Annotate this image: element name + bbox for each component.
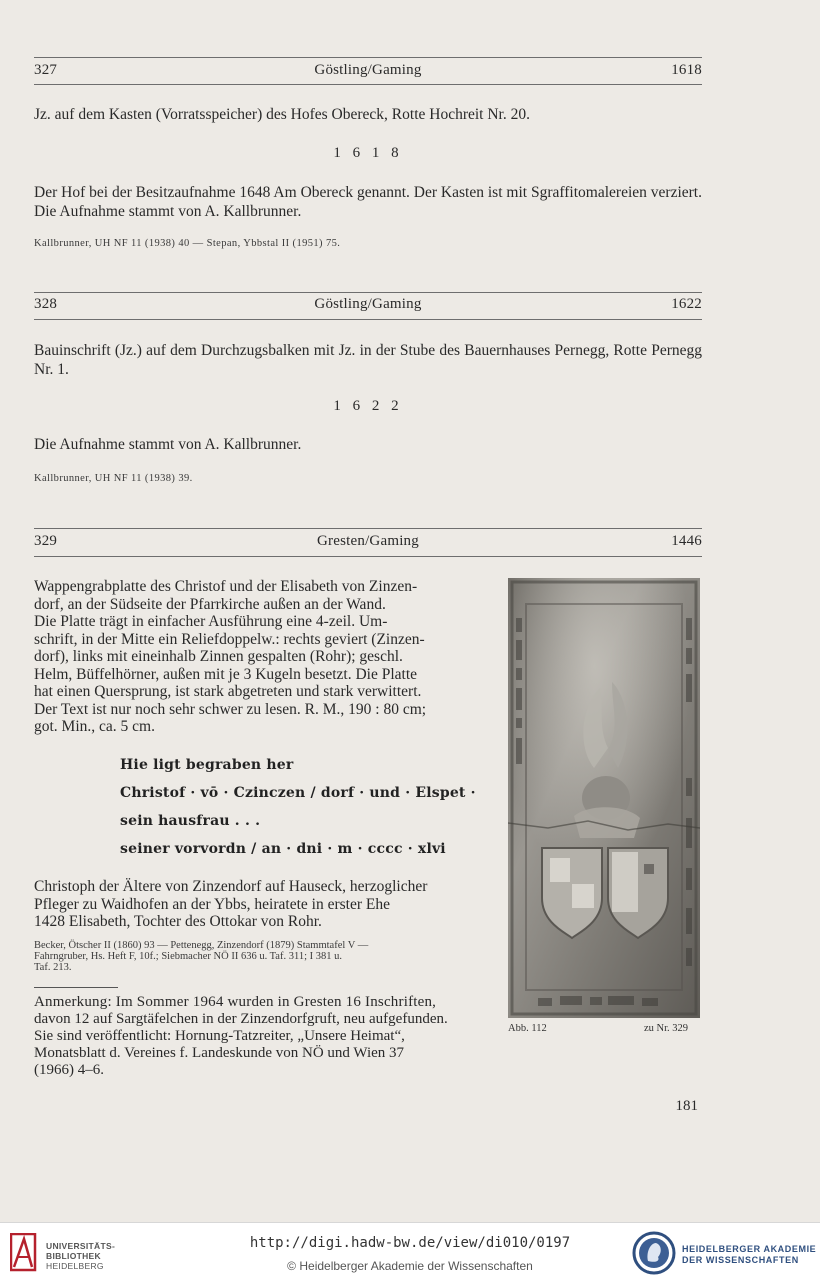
text-line: Fahrngruber, Hs. Heft F, 10f.; Siebmacher NÖ II 636 u. Taf. 311; I 381 u. — [34, 951, 342, 962]
text-line: Der Text ist nur noch sehr schwer zu lesen. R. M., 190 : 80 cm; — [34, 700, 427, 718]
entry-note: Die Aufnahme stammt von A. Kallbrunner. — [34, 436, 302, 453]
entry-place: Gresten/Gaming — [317, 533, 419, 549]
entry-number: 327 — [34, 62, 58, 78]
entry-note: Der Hof bei der Besitzaufnahme 1648 Am Obereck genannt. Der Kasten ist mit Sgraffitomalereien verziert. Die Aufnahme stammt von A. Kallbrunner. — [34, 184, 702, 220]
text-line: Becker, Ötscher II (1860) 93 — Pettenegg, Zinzendorf (1879) Stammtafel V — — [34, 940, 369, 951]
entry-year: 1446 — [671, 533, 702, 549]
academy-seal-icon — [632, 1231, 676, 1275]
rule — [34, 556, 702, 557]
text-line: Christoph der Ältere von Zinzendorf auf Hauseck, herzoglicher — [34, 878, 428, 895]
rule — [34, 319, 702, 320]
rule — [34, 57, 702, 58]
text-line: schrift, in der Mitte ein Reliefdoppelw.: rechts geviert (Zinzen- — [34, 630, 425, 648]
remark — [34, 994, 472, 1079]
entry-reference: Kallbrunner, UH NF 11 (1938) 40 — Stepan, Ybbstal II (1951) 75. — [34, 238, 341, 249]
text-line: davon 12 auf Sargtäfelchen in der Zinzendorfgruft, neu aufgefunden. — [34, 1011, 448, 1027]
footnote-rule — [34, 987, 118, 988]
entry-number: 328 — [34, 296, 58, 312]
entry-reference — [34, 940, 472, 973]
text-line: hat einen Quersprung, ist stark abgetreten und stark verwittert. — [34, 683, 422, 700]
text-line: Die Platte trägt in einfacher Ausführung eine 4-zeil. Um- — [34, 613, 388, 630]
gravestone-photo — [508, 578, 700, 1018]
entry-reference: Kallbrunner, UH NF 11 (1938) 39. — [34, 473, 193, 484]
text-line: Pfleger zu Waidhofen an der Ybbs, heiratete in erster Ehe — [34, 895, 390, 913]
inscription-line: Hie ligt begraben her — [120, 757, 294, 773]
rule — [34, 528, 702, 529]
rule — [34, 84, 702, 85]
text-line: Anmerkung: Im Sommer 1964 wurden in Gresten 16 Inschriften, — [34, 994, 437, 1010]
text-line: dorf, an der Südseite der Pfarrkirche außen an der Wand. — [34, 595, 386, 613]
text-line: got. Min., ca. 5 cm. — [34, 718, 155, 735]
entry-number: 329 — [34, 533, 58, 549]
entry-description: Jz. auf dem Kasten (Vorratsspeicher) des Hofes Obereck, Rotte Hochreit Nr. 20. — [34, 106, 530, 123]
text-line: Wappengrabplatte des Christof und der Elisabeth von Zinzen- — [34, 578, 418, 595]
permalink-url[interactable]: http://digi.hadw-bw.de/view/di010/0197 — [249, 1235, 571, 1251]
entry-note — [34, 878, 472, 931]
entry-place: Göstling/Gaming — [314, 296, 422, 312]
text-line: (1966) 4–6. — [34, 1062, 104, 1078]
text-line: 1428 Elisabeth, Tochter des Ottokar von Rohr. — [34, 913, 322, 930]
inscription-text: 1 6 1 8 — [333, 145, 403, 161]
inscription-line: seiner vorvordn / an · dni · m · cccc · xlvi — [120, 841, 446, 857]
academy-line: HEIDELBERGER AKADEMIE — [682, 1244, 817, 1254]
entry-year: 1622 — [671, 296, 702, 312]
ub-line: HEIDELBERG — [46, 1261, 104, 1271]
text-line: Helm, Büffelhörner, außen mit je 3 Kugeln besetzt. Die Platte — [34, 665, 418, 683]
viewer-footer — [0, 1222, 820, 1281]
academy-logo-text — [682, 1244, 816, 1266]
academy-line: DER WISSENSCHAFTEN — [682, 1255, 799, 1265]
entry-description — [34, 578, 472, 736]
entry-description: Bauinschrift (Jz.) auf dem Durchzugsbalken mit Jz. in der Stube des Bauernhauses Pernegg, Rotte Pernegg Nr. 1. — [34, 342, 702, 378]
figure-label: Abb. 112 — [508, 1023, 547, 1034]
figure-ref: zu Nr. 329 — [644, 1023, 689, 1034]
text-line: Monatsblatt d. Vereines f. Landeskunde von NÖ und Wien 37 — [34, 1045, 405, 1061]
text-line: dorf), links mit eineinhalb Zinnen gespalten (Rohr); geschl. — [34, 648, 403, 665]
text-line: Taf. 213. — [34, 962, 72, 973]
copyright-text: © Heidelberger Akademie der Wissenschaften — [287, 1259, 533, 1273]
entry-place: Göstling/Gaming — [314, 62, 422, 78]
inscription-line: sein hausfrau . . . — [120, 813, 261, 829]
ub-line: BIBLIOTHEK — [46, 1251, 101, 1261]
inscription-line: Christof · vō · Czinczen / dorf · und · Elspet · — [120, 785, 476, 801]
page-number: 181 — [675, 1098, 698, 1114]
text-line: Sie sind veröffentlicht: Hornung-Tatzreiter, „Unsere Heimat“, — [34, 1028, 405, 1044]
inscription-text: 1 6 2 2 — [333, 398, 403, 414]
entry-year: 1618 — [671, 62, 702, 78]
rule — [34, 292, 702, 293]
academy-logo[interactable] — [632, 1231, 817, 1275]
ub-line: UNIVERSITÄTS- — [46, 1241, 116, 1251]
